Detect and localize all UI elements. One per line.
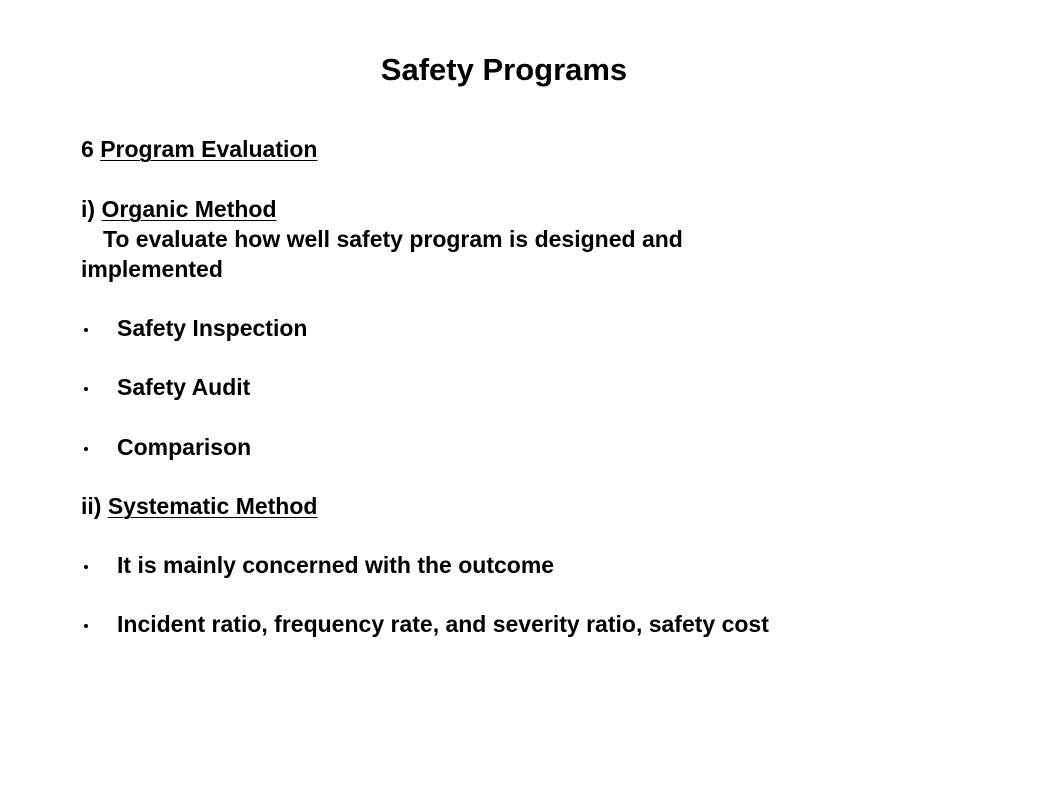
- organic-method-heading-line: [81, 194, 277, 224]
- systematic-method-heading: Systematic Method: [107, 493, 318, 519]
- organic-description-line-1: To evaluate how well safety program is designed and: [103, 226, 683, 252]
- slide-title: Safety Programs: [380, 52, 628, 87]
- bullet-icon: [84, 387, 88, 391]
- organic-description-line-2: implemented: [81, 256, 223, 282]
- organic-method-heading: Organic Method: [101, 196, 277, 222]
- section-heading-line: [81, 134, 317, 164]
- list-item-text: Incident ratio, frequency rate, and severity ratio, safety cost: [117, 611, 769, 637]
- bullet-icon: [84, 565, 88, 569]
- bullet-icon: [84, 447, 88, 451]
- section-heading: Program Evaluation: [100, 136, 318, 162]
- systematic-method-prefix: ii): [81, 493, 102, 519]
- systematic-method-heading-line: [81, 491, 317, 521]
- bullet-icon: [84, 328, 88, 332]
- list-item-text: It is mainly concerned with the outcome: [117, 552, 555, 578]
- list-item-text: Safety Audit: [117, 374, 251, 400]
- bullet-icon: [84, 624, 88, 628]
- list-item-text: Safety Inspection: [117, 315, 308, 341]
- section-number: 6: [81, 136, 94, 162]
- list-item-text: Comparison: [117, 434, 252, 460]
- organic-method-prefix: i): [81, 196, 96, 222]
